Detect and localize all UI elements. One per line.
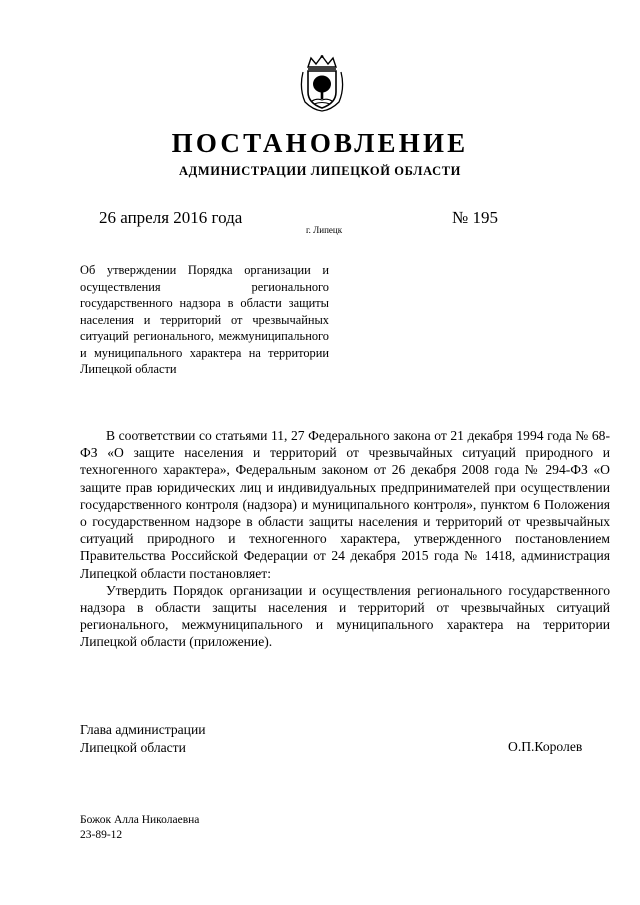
document-subject: Об утверждении Порядка организации и осуществления регионального государственного надзора в области защиты населения и территорий от чрезвычайных ситуаций регионального, межмуниципального и муниципального характера на территории Липецкой области xyxy=(80,263,329,376)
body-paragraph-legal-basis: В соответствии со статьями 11, 27 Федерального закона от 21 декабря 1994 года № 68-ФЗ «О защите населения и территорий от чрезвычайных ситуаций природного и техногенного характера», Федеральным законом от 26 декабря 2008 года № 294-ФЗ «О защите прав юридических лиц и индивидуальных предпринимателей при осуществлении государственного контроля (надзора) и муниципального контроля», пунктом 6 Положения о государственном надзоре в области защиты населения и территорий от чрезвычайных ситуаций природного и техногенного характера, утвержденного постановлением Правительства Российской Федерации от 24 декабря 2015 года № 1418, администрация Липецкой области постановляет: xyxy=(80,428,610,581)
document-date: 26 апреля 2016 года xyxy=(99,208,243,227)
document-body xyxy=(80,427,610,651)
document-city: г. Липецк xyxy=(306,225,343,235)
signatory-position-line2: Липецкой области xyxy=(80,740,186,755)
document-number: № 195 xyxy=(452,208,498,227)
document-title: ПОСТАНОВЛЕНИЕ xyxy=(171,128,469,158)
signatory-position-line1: Глава администрации xyxy=(80,722,206,737)
executor-phone: 23-89-12 xyxy=(80,829,123,841)
signatory-name: О.П.Королев xyxy=(508,739,583,754)
executor-block xyxy=(80,813,199,843)
signatory-position xyxy=(80,721,206,757)
issuing-authority: АДМИНИСТРАЦИИ ЛИПЕЦКОЙ ОБЛАСТИ xyxy=(179,164,461,178)
executor-name: Божок Алла Николаевна xyxy=(80,814,200,826)
coat-of-arms-icon xyxy=(299,54,345,112)
body-paragraph-resolution: Утвердить Порядок организации и осуществления регионального государственного надзора в области защиты населения и территорий от чрезвычайных ситуаций регионального, межмуниципального и муниципального характера на территории Липецкой области (приложение). xyxy=(80,582,610,650)
